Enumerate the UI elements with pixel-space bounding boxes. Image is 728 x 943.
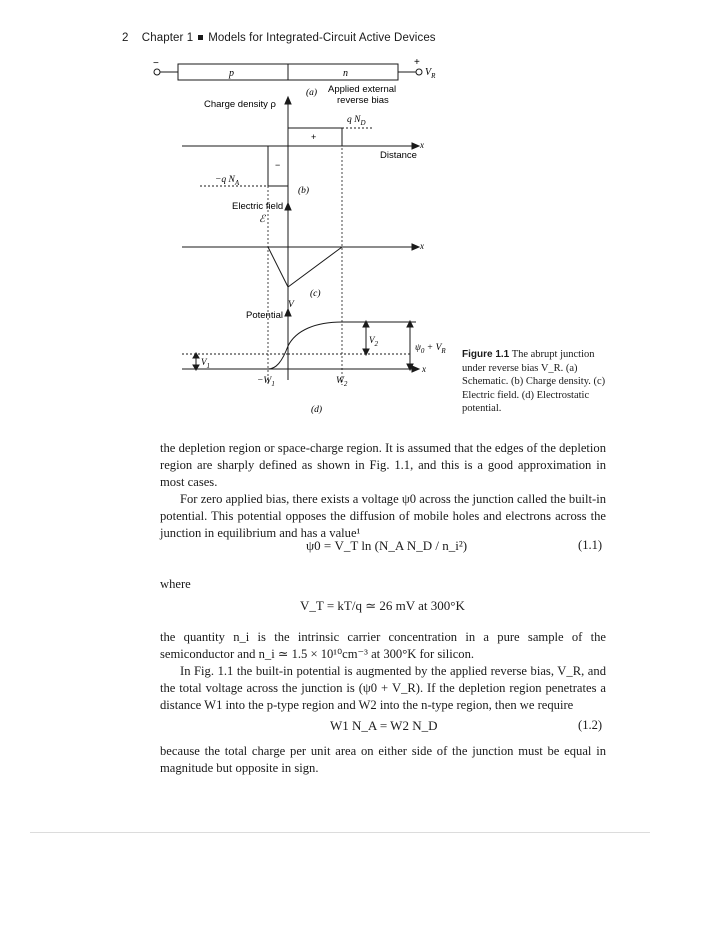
x-label-c: x bbox=[420, 241, 424, 251]
figure-caption bbox=[462, 348, 612, 416]
chapter-label: Chapter 1 bbox=[141, 32, 194, 44]
vr-label: $V_R$ bbox=[425, 67, 436, 80]
part-d-label: (d) bbox=[311, 405, 323, 415]
left-terminal bbox=[154, 69, 160, 75]
w2-label: $W_2$ bbox=[336, 376, 348, 388]
electric-field-plot bbox=[182, 203, 419, 287]
v-axis-label: V bbox=[288, 300, 294, 310]
part-c-label: (c) bbox=[310, 289, 321, 299]
axis-arrow-e bbox=[285, 203, 291, 210]
applied-label-1: Applied external bbox=[328, 84, 397, 95]
script-e-label: ℰ bbox=[259, 214, 266, 225]
psi-vr-label: $\psi_0 + V_R$ bbox=[415, 343, 446, 355]
part-b-label: (b) bbox=[298, 186, 310, 196]
minus-sign: − bbox=[153, 58, 159, 69]
minus-w1-label: $-W_1$ bbox=[257, 376, 275, 388]
p-region-label: p bbox=[229, 68, 234, 79]
where-label: where bbox=[160, 577, 191, 591]
qnd-label: q $N_D$ bbox=[347, 115, 366, 127]
potential-plot bbox=[182, 309, 419, 372]
applied-label-2: reverse bias bbox=[337, 95, 389, 106]
paragraph-3: the quantity n_i is the intrinsic carrier concentration in a pure sample of the semiconductor and n_i ≃ 1.5 × 10¹⁰cm⁻³ at 300°K for silicon. bbox=[160, 630, 606, 661]
paragraph-5: because the total charge per unit area on either side of the junction must be equal in magnitude but opposite in sign. bbox=[160, 744, 606, 775]
axis-arrow-v bbox=[285, 309, 291, 316]
paragraph-1: the depletion region or space-charge region. It is assumed that the edges of the depletion region are sharply defined as shown in Fig. 1.1, and this is a good approximation in most cases. bbox=[160, 441, 606, 489]
n-region-label: n bbox=[343, 68, 348, 79]
part-a-label: (a) bbox=[306, 88, 318, 98]
paragraph-2: For zero applied bias, there exists a voltage ψ0 across the junction called the built-in potential. This potential opposes the diffusion of mobile holes and electrons across the junction in equilibrium and has a value¹ bbox=[160, 492, 606, 540]
equation-vt: V_T = kT/q ≃ 26 mV at 300°K bbox=[300, 598, 465, 613]
equation-1-2-number: (1.2) bbox=[578, 718, 603, 732]
page-bottom-rule bbox=[30, 832, 650, 833]
minus-region-label: − bbox=[275, 160, 281, 170]
v1-label: $V_1$ bbox=[201, 357, 210, 370]
field-profile bbox=[268, 247, 342, 287]
distance-label: Distance bbox=[380, 150, 417, 161]
caption-text: The abrupt junction under reverse bias V_R. (a) Schematic. (b) Charge density. (c) Electric field. (d) Electrostatic potential. bbox=[462, 349, 606, 414]
caption-label: Figure 1.1 bbox=[462, 349, 510, 360]
equation-1-1-number: (1.1) bbox=[578, 538, 603, 552]
v2-label: $V_2$ bbox=[369, 335, 378, 348]
schematic-a bbox=[154, 64, 422, 80]
right-terminal bbox=[416, 69, 422, 75]
page-number: 2 bbox=[122, 32, 129, 44]
x-label-b: x bbox=[420, 140, 424, 150]
paragraph-4: In Fig. 1.1 the built-in potential is augmented by the applied reverse bias, V_R, and the total voltage across the junction is (ψ0 + V_R). If the depletion region penetrates a distance W1 into the p-type region and W2 into the n-type region, then we require bbox=[160, 664, 606, 712]
qna-label: −q $N_A$ bbox=[215, 175, 240, 187]
depletion-guides bbox=[268, 140, 342, 385]
charge-density-label: Charge density ρ bbox=[204, 99, 276, 110]
charge-density-plot bbox=[182, 97, 419, 380]
chapter-title: Models for Integrated-Circuit Active Devices bbox=[208, 32, 436, 44]
equation-1-1: ψ0 = V_T ln (N_A N_D / n_i²) bbox=[306, 538, 468, 553]
figure-1-1 bbox=[0, 0, 728, 440]
equation-1-2: W1 N_A = W2 N_D bbox=[330, 718, 438, 733]
potential-label: Potential bbox=[246, 310, 283, 321]
plus-region-label: + bbox=[311, 132, 317, 142]
axis-arrow-rho bbox=[285, 97, 291, 104]
x-label-d: x bbox=[422, 364, 426, 374]
electric-field-label: Electric field bbox=[232, 201, 284, 212]
plus-sign: + bbox=[414, 57, 420, 68]
